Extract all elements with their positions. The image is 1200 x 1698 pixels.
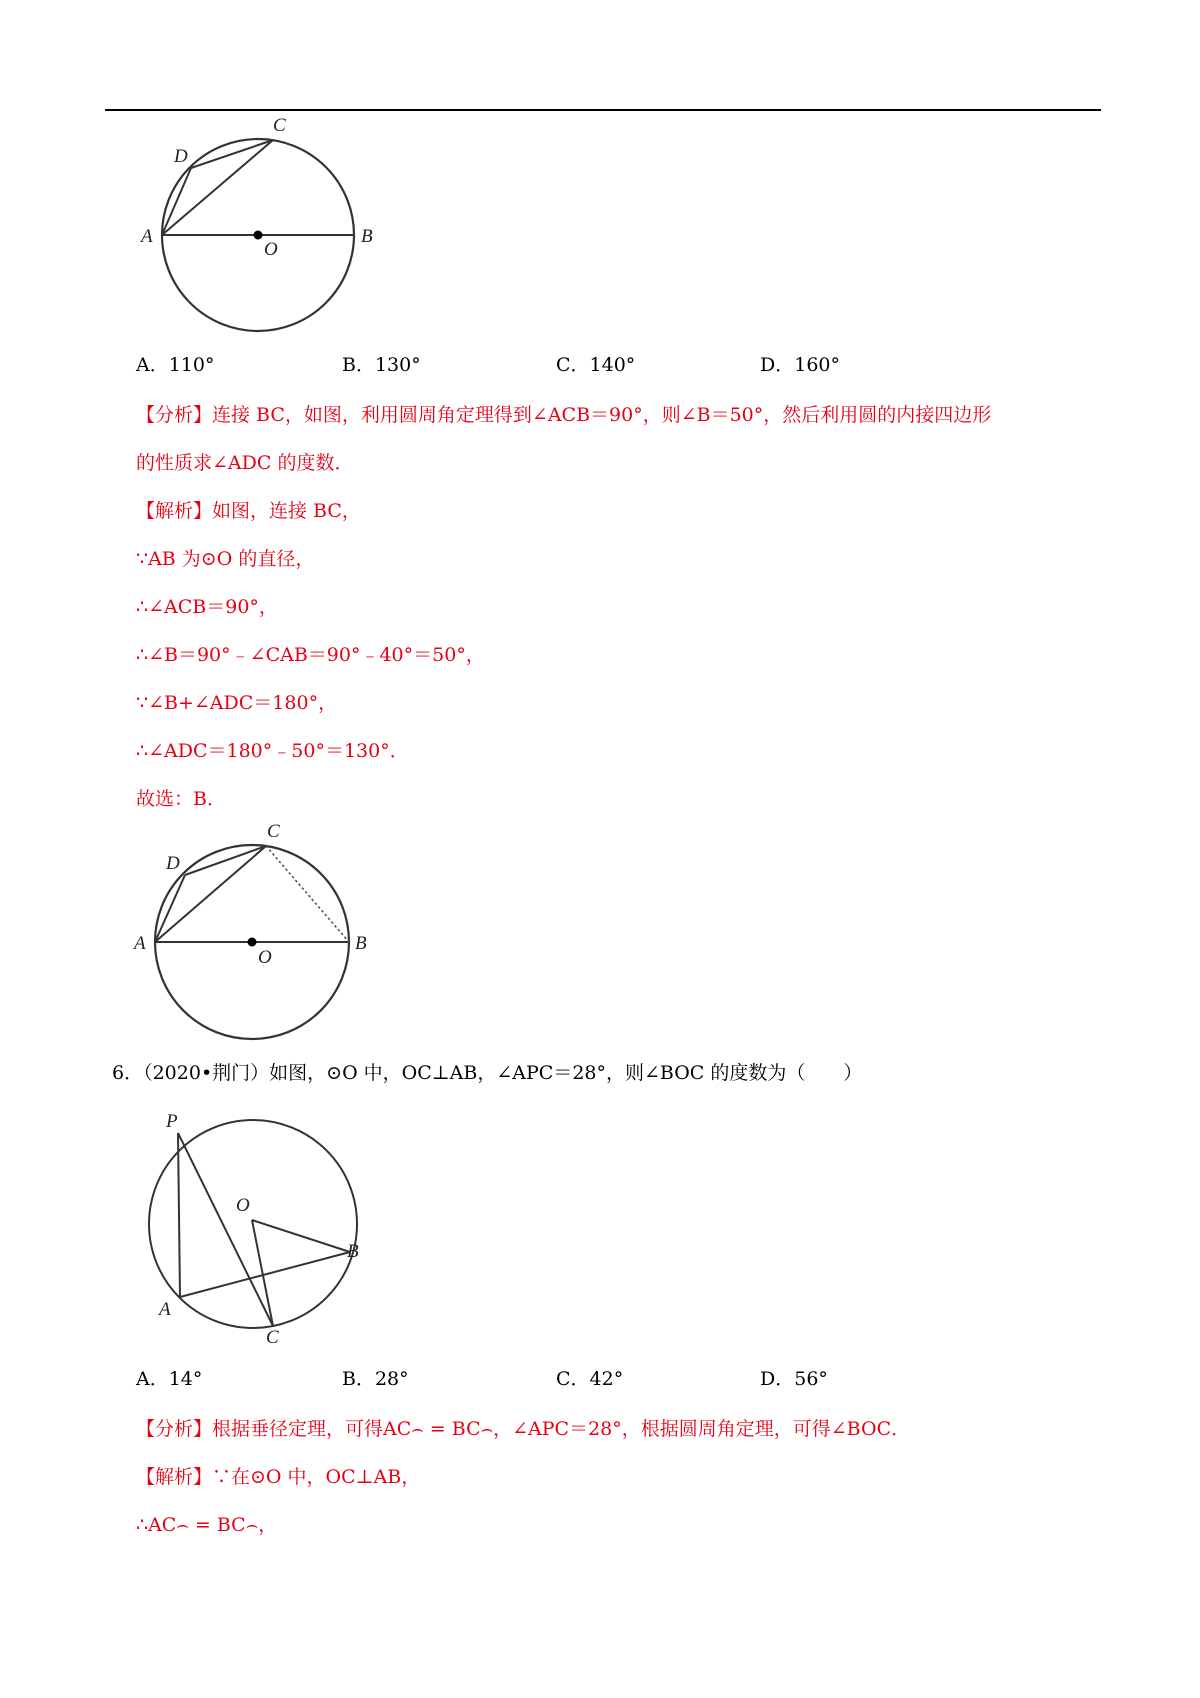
label-d: D	[174, 146, 188, 167]
label-b: B	[347, 1241, 359, 1262]
q5-figure-1	[140, 115, 390, 335]
q6-analysis: 【分析】根据垂径定理，可得AC⌢ = BC⌢，∠APC＝28°，根据圆周角定理，可得∠BOC．	[136, 1418, 911, 1440]
label-c: C	[267, 821, 280, 842]
option-a[interactable]: A．14°	[136, 1368, 203, 1390]
option-b[interactable]: B．130°	[342, 354, 421, 376]
option-d[interactable]: D．160°	[760, 354, 840, 376]
label-b: B	[355, 933, 367, 954]
q5-answer: 故选：B．	[136, 788, 226, 810]
header-rule	[105, 109, 1101, 111]
label-a: A	[134, 933, 146, 954]
label-b: B	[361, 226, 373, 247]
q6-stem: 6．（2020•荆门）如图，⊙O 中，OC⊥AB，∠APC＝28°，则∠BOC 的度数为（ ）	[112, 1062, 863, 1084]
label-a: A	[141, 226, 153, 247]
option-d[interactable]: D．56°	[760, 1368, 828, 1390]
q6-figure	[135, 1110, 375, 1345]
label-o: O	[264, 239, 278, 260]
label-c: C	[273, 115, 286, 136]
q5-solution-step: ∵AB 为⊙O 的直径，	[136, 548, 315, 570]
q5-solution-step: ∴∠ACB＝90°，	[136, 596, 278, 618]
q5-solution-step: ∵∠B+∠ADC＝180°，	[136, 692, 338, 714]
q5-solution-step: ∴∠B＝90°﹣∠CAB＝90°﹣40°＝50°，	[136, 644, 485, 666]
option-a[interactable]: A．110°	[136, 354, 215, 376]
label-d: D	[166, 853, 180, 874]
option-c[interactable]: C．42°	[556, 1368, 624, 1390]
q6-solution-step: ∴AC⌢ = BC⌢，	[136, 1514, 278, 1536]
option-b[interactable]: B．28°	[342, 1368, 409, 1390]
q5-analysis-line1: 【分析】连接 BC，如图，利用圆周角定理得到∠ACB＝90°，则∠B＝50°，然后利用圆的内接四边形	[136, 404, 992, 426]
q6-solution-step: 【解析】∵在⊙O 中，OC⊥AB，	[136, 1466, 421, 1488]
label-a: A	[159, 1299, 171, 1320]
label-o: O	[258, 947, 272, 968]
q5-solution-step: ∴∠ADC＝180°﹣50°＝130°．	[136, 740, 409, 762]
q5-analysis-line2: 的性质求∠ADC 的度数．	[136, 452, 354, 474]
label-o: O	[236, 1195, 250, 1216]
option-c[interactable]: C．140°	[556, 354, 636, 376]
q5-figure-2	[130, 818, 380, 1043]
label-p: P	[166, 1111, 178, 1132]
q5-solution-step: 【解析】如图，连接 BC，	[136, 500, 361, 522]
label-c: C	[266, 1327, 279, 1345]
